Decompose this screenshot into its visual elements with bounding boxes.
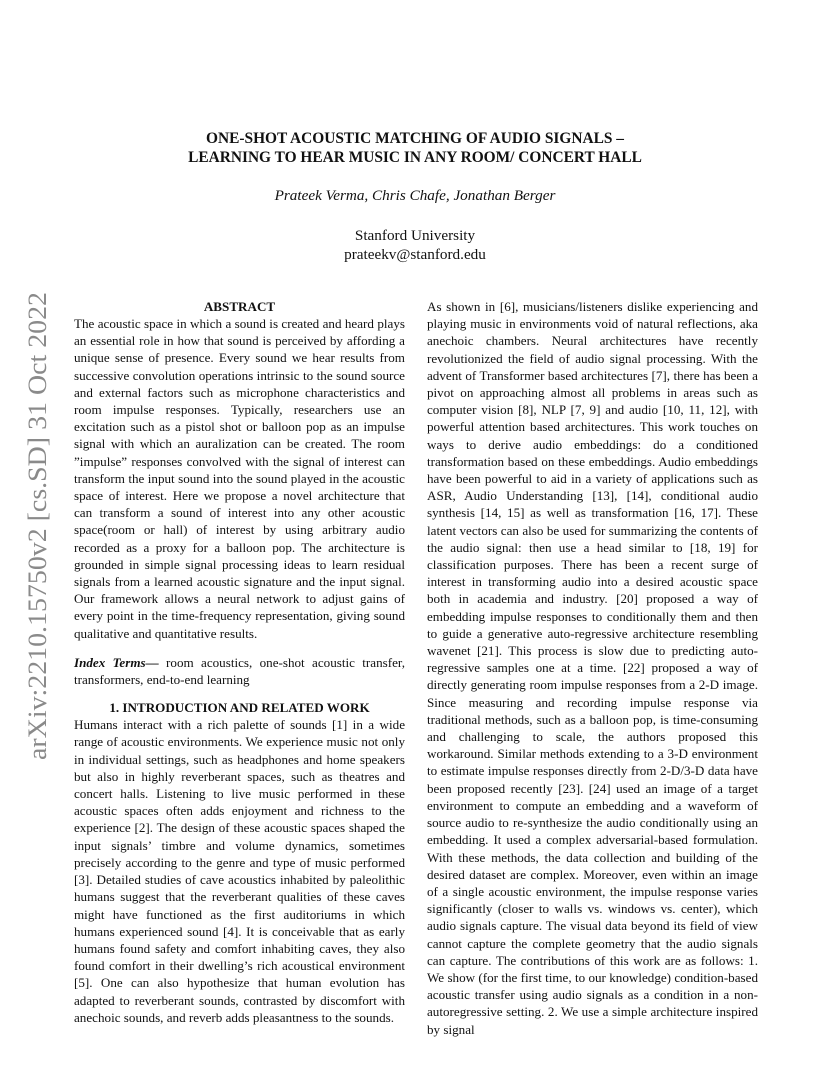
arxiv-stamp-text: arXiv:2210.15750v2 [cs.SD] 31 Oct 2022 (23, 323, 52, 760)
right-column (427, 298, 758, 1038)
related-work-body: As shown in [6], musicians/listeners dislike experiencing and playing music in environments void of natural reflections, aka anechoic chambers. Neural architectures have recently revolutionized the field of audio signal processing. With the advent of Transformer based architectures [7], there has been a pivot on approaching almost all problems in areas such as computer vision [8], NLP [7, 9] and audio [10, 11, 12], with powerful attention based architectures. This work touches on ways to derive audio embeddings: do a conditioned transformation based on these embeddings. Audio embeddings have been powerful to aid in a variety of applications such as ASR, Audio Understanding [13], [14], conditional audio synthesis [14, 15] as well as transformation [16, 17]. These latent vectors can also be used for summarizing the contents of the audio signal: then use a head similar to [18, 19] for classification purposes. There has been a recent surge of interest in transforming audio into a desired acoustic space both in academia and industry. [20] proposed a way of embedding impulse responses to conditionally them and then to guide a generative auto-regressive architecture resembling wavenet [21]. This process is slow due to predicting auto-regressive samples one at a time. [22] proposed a way of directly generating room impulse responses from a 2-D image. Since measuring and recording impulse response via traditional methods, such as a balloon pop, is time-consuming and challenging to scale, the authors proposed this workaround. Similar methods extending to a 3-D environment to estimate impulse responses directly from 2-D/3-D data have been proposed recently [23]. [24] used an image of a target environment to compute an embedding and a waveform of source audio to re-synthesize the audio conditionally using an embedding. It used a complex adversarial-based formulation. With these methods, the data collection and building of the desired dataset are complex. Moreover, even within an image of a single acoustic environment, the impulse response varies significantly (closer to walls vs. windows vs. center), which audio signals capture. The visual data beyond its field of view cannot capture the complete geometry that the audio signals can capture. The contributions of this work are as follows: 1. We show (for the first time, to our knowledge) condition-based acoustic transfer using audio signals as a condition in a non-autoregressive setting. 2. We use a simple architecture inspired by signal (427, 299, 758, 1037)
arxiv-stamp-graphic (18, 290, 54, 760)
arxiv-identifier-stamp (18, 290, 54, 760)
affiliation: Stanford University (354, 227, 476, 244)
intro-body: Humans interact with a rich palette of sounds [1] in a wide range of acoustic environments. We experience music not only in individual settings, such as headphones and home speakers but also in highly reverberant spaces, such as theatres and concert halls. Listening to live music performed in these acoustic spaces often adds enjoyment and richness to the experience [2]. The design of these acoustic spaces shaped the input signals’ timbre and volume dynamics, sometimes precisely according to the genre and type of music performed [3]. Detailed studies of cave acoustics inhabited by paleolithic humans suggest that the reverberant qualities of these caves might have functioned as the first auditoriums in which humans experienced sound [4]. It is conceivable that as early humans found safety and comfort inhabiting caves, they also found comfort in their dwelling’s rich acoustical environment [5]. One can also hypothesize that human evolution has adapted to reverberant sounds, contrasted by discomfort with anechoic sounds, and reverb adds pleasantness to the sounds. (74, 717, 405, 1025)
author-email: prateekv@stanford.edu (344, 246, 486, 263)
affiliation-block (130, 226, 700, 264)
title-line-1: ONE-SHOT ACOUSTIC MATCHING OF AUDIO SIGNALS – (206, 130, 624, 147)
index-terms-text: room acoustics, one-shot acoustic transfer, transformers, end-to-end learning (74, 654, 405, 688)
index-terms-label: Index Terms— (74, 654, 159, 670)
title-line-2: LEARNING TO HEAR MUSIC IN ANY ROOM/ CONCERT HALL (188, 149, 642, 166)
author-list: Prateek Verma, Chris Chafe, Jonathan Berger (274, 187, 556, 204)
intro-heading: 1. INTRODUCTION AND RELATED WORK (109, 700, 370, 716)
abstract-heading: ABSTRACT (203, 299, 276, 314)
paper-title (130, 129, 700, 167)
index-terms (74, 654, 405, 688)
left-column (74, 298, 405, 1026)
abstract-body: The acoustic space in which a sound is created and heard plays an essential role in how that sound is perceived by affording a unique sense of presence. Every sound we hear results from successive convolution operations intrinsic to the sound source and external factors such as microphone characteristics and room impulse responses. Typically, researchers use an excitation such as a pistol shot or balloon pop as an impulse signal with which an auralization can be created. The room ”impulse” responses convolved with the signal of interest can transform the input sound into the sound played in the acoustic space of interest. Here we propose a novel architecture that can transform a sound of interest into any other acoustic space(room or hall) of interest by using arbitrary audio recorded as a proxy for a balloon pop. The architecture is grounded in simple signal processing ideas to learn residual signals from a learned acoustic signature and the input signal. Our framework allows a neural network to adjust gains of every point in the time-frequency representation, giving sound qualitative and quantitative results. (74, 316, 405, 641)
